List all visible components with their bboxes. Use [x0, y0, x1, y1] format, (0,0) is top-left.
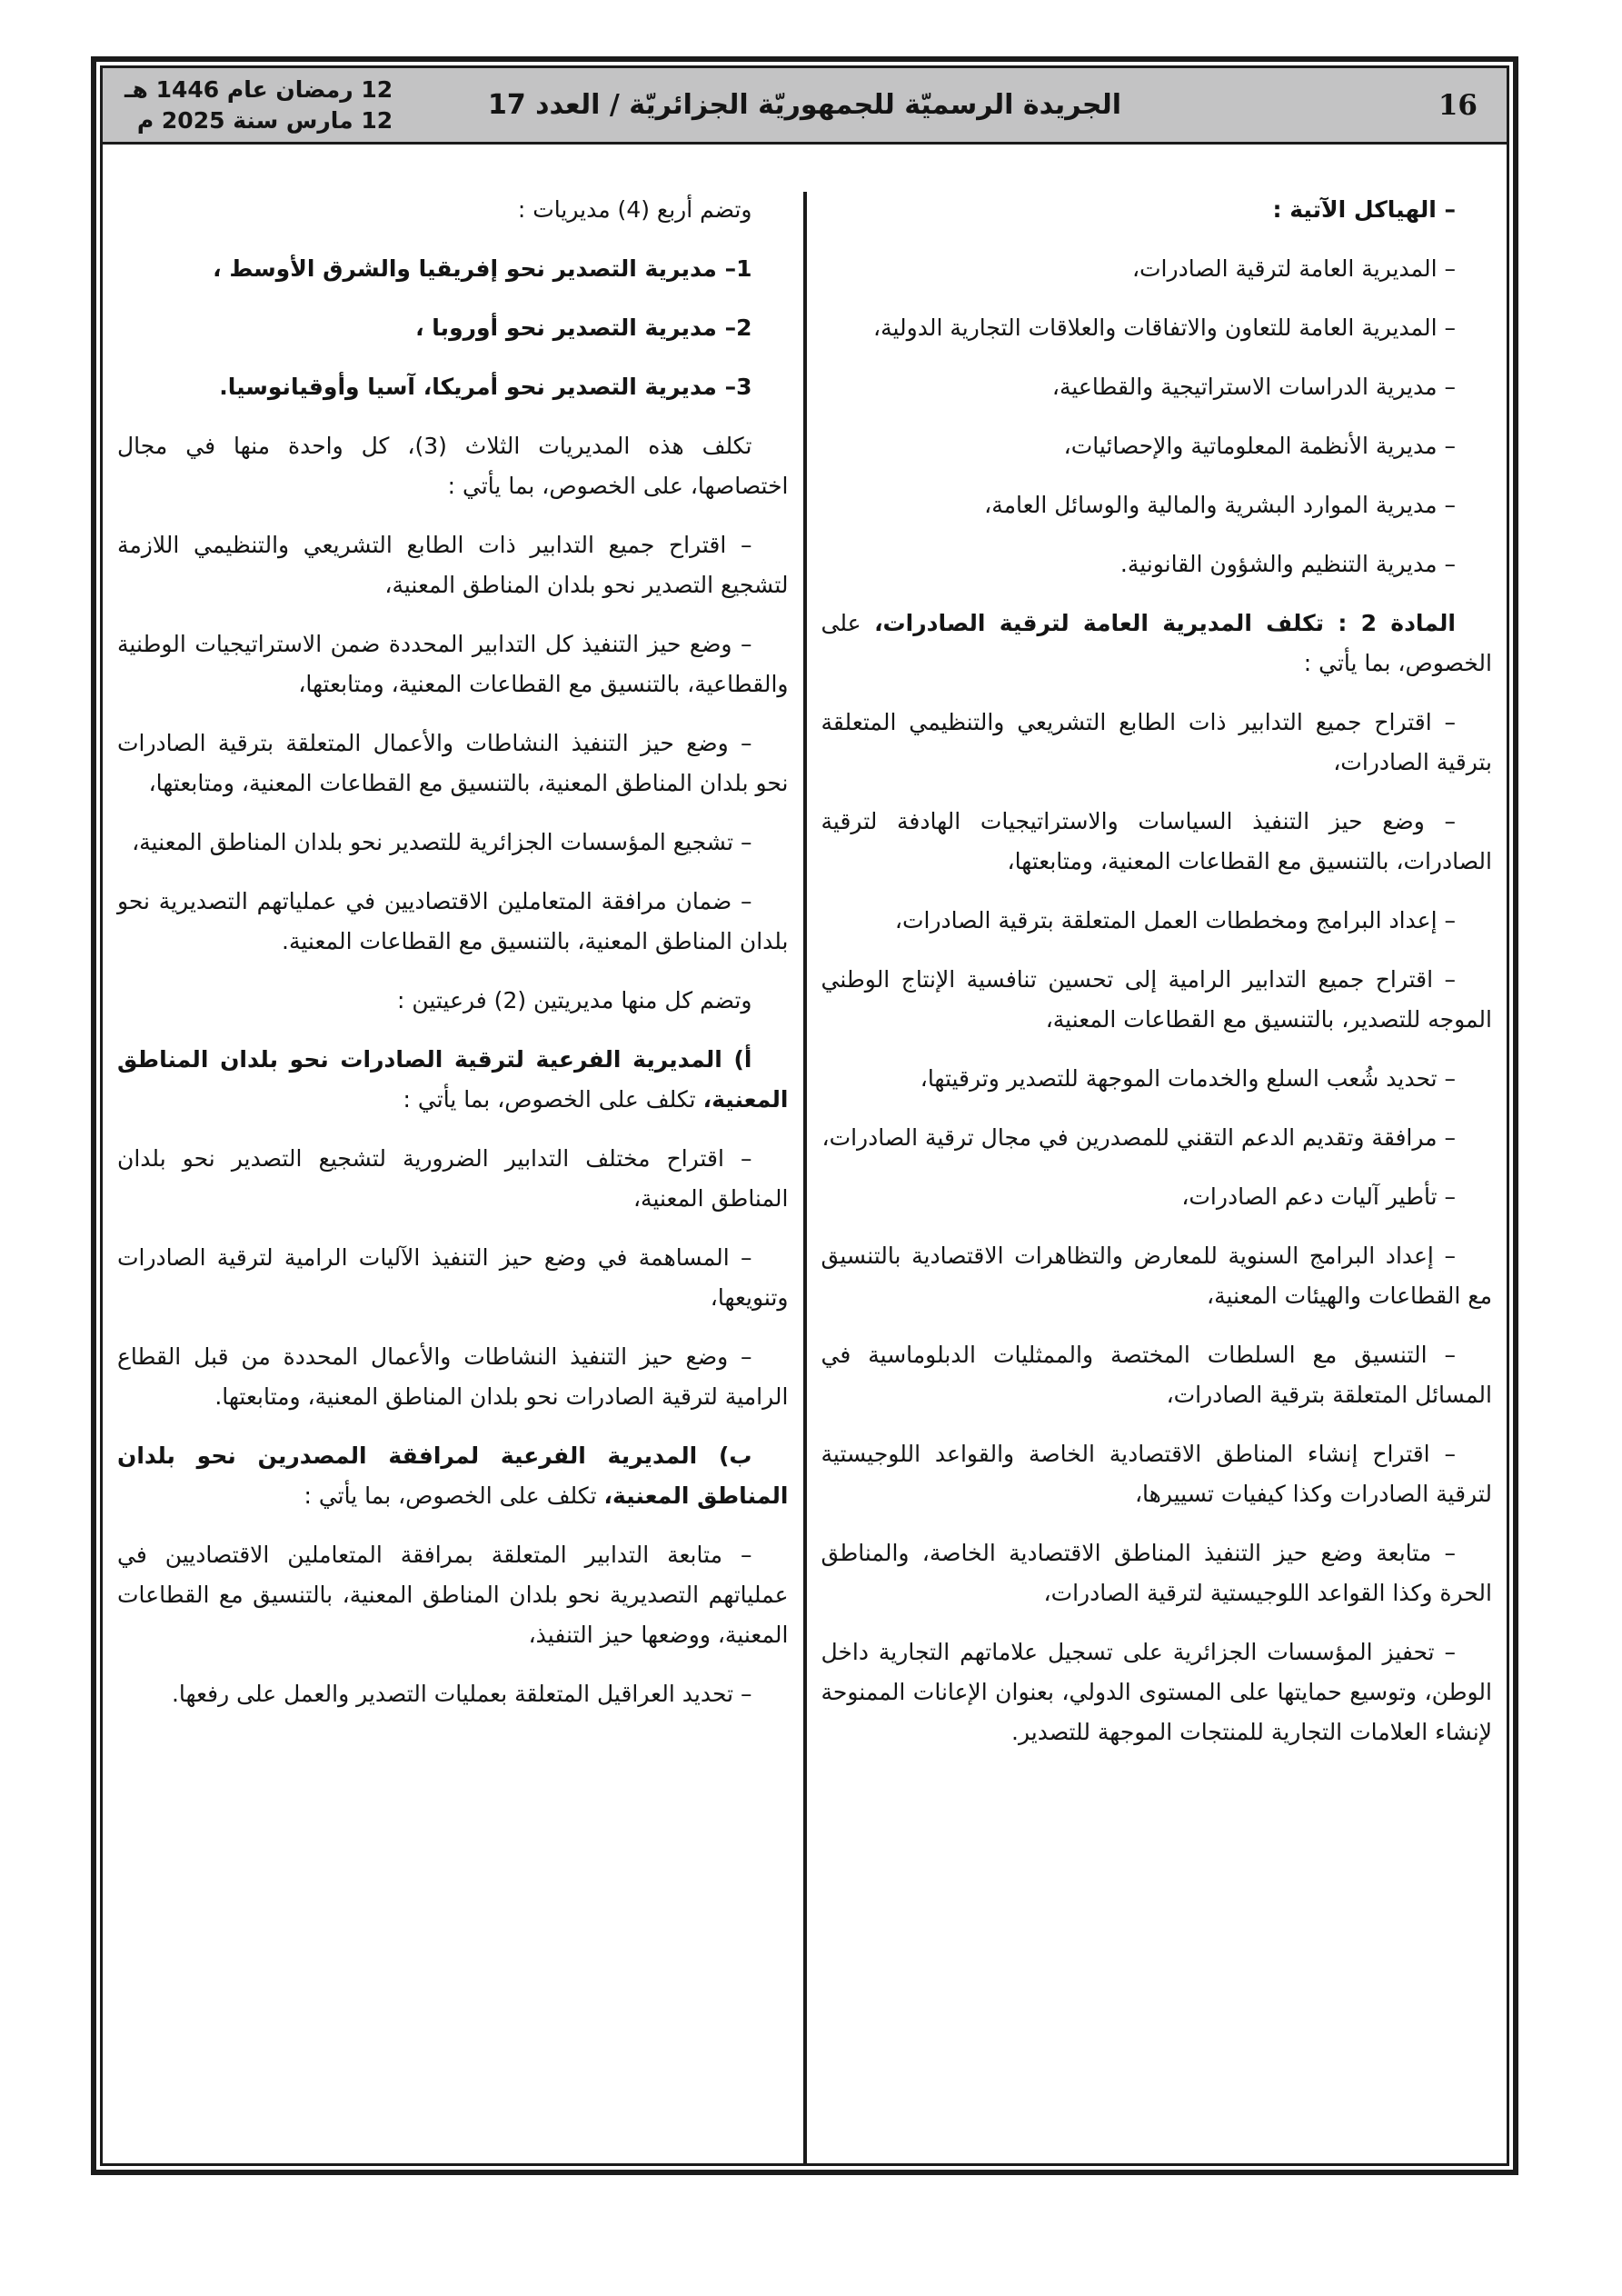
paragraph: – متابعة وضع حيز التنفيذ المناطق الاقتصادية الخاصة، والمناطق الحرة وكذا القواعد اللوجيستية لترقية الصادرات،: [821, 1540, 1492, 1606]
paragraph: وتضم أربع (4) مديريات :: [517, 196, 752, 223]
paragraph-lead-bold: – الهياكل الآتية :: [1272, 196, 1456, 223]
paragraph: [117, 308, 789, 348]
paragraph-lead-bold: 3– مديرية التصدير نحو أمريكا، آسيا وأوقيانوسيا.: [219, 374, 752, 400]
paragraph: – وضع حيز التنفيذ السياسات والاستراتيجيات الهادفة لترقية الصادرات، بالتنسيق مع القطاعات المعنية، ومتابعتها،: [821, 808, 1492, 874]
paragraph: – وضع حيز التنفيذ النشاطات والأعمال المتعلقة بترقية الصادرات نحو بلدان المناطق المعنية، بالتنسيق مع القطاعات المعنية، ومتابعتها،: [117, 730, 789, 796]
paragraph: – إعداد البرامج السنوية للمعارض والتظاهرات الاقتصادية بالتنسيق مع القطاعات والهيئات المعنية،: [821, 1243, 1492, 1309]
paragraph: – اقتراح إنشاء المناطق الاقتصادية الخاصة والقواعد اللوجيستية لترقية الصادرات وكذا كيفيات تسييرها،: [821, 1441, 1492, 1507]
paragraph: – تشجيع المؤسسات الجزائرية للتصدير نحو بلدان المناطق المعنية،: [132, 829, 752, 855]
paragraph: – مديرية التنظيم والشؤون القانونية.: [1119, 551, 1456, 577]
journal-title: الجريدة الرسميّة للجمهوريّة الجزائريّة / العدد 17: [487, 89, 1122, 121]
column-left: [103, 145, 803, 2163]
paragraph: – اقتراح جميع التدابير ذات الطابع التشريعي والتنظيمي اللازمة لتشجيع التصدير نحو بلدان المناطق المعنية،: [117, 532, 789, 598]
paragraph: – اقتراح جميع التدابير ذات الطابع التشريعي والتنظيمي المتعلقة بترقية الصادرات،: [821, 709, 1492, 775]
paragraph: – مديرية الموارد البشرية والمالية والوسائل العامة،: [984, 492, 1456, 518]
paragraph-lead-bold: ب) المديرية الفرعية لمرافقة المصدرين نحو بلدان المناطق المعنية،: [117, 1442, 789, 1509]
paragraph: [821, 190, 1493, 230]
paragraph: – تحديد العراقيل المتعلقة بعمليات التصدير والعمل على رفعها.: [171, 1681, 752, 1707]
paragraph: – التنسيق مع السلطات المختصة والممثليات الدبلوماسية في المسائل المتعلقة بترقية الصادرات،: [821, 1342, 1492, 1408]
paragraph: – تحفيز المؤسسات الجزائرية على تسجيل علاماتهم التجارية داخل الوطن، وتوسيع حمايتها على المستوى الدولي، بعنوان الإعانات الممنوحة لإنشاء العلامات التجارية للمنتجات الموجهة للتصدير.: [821, 1639, 1492, 1745]
paragraph: أ) المديرية الفرعية لترقية الصادرات نحو بلدان المناطق المعنية، تكلف على الخصوص، بما يأتي :: [117, 1046, 789, 1113]
column-right: [807, 145, 1508, 2163]
paragraph: المادة 2 : تكلف المديرية العامة لترقية الصادرات، على الخصوص، بما يأتي :: [821, 610, 1492, 676]
date-gregorian: 12 مارس سنة 2025 م: [136, 106, 393, 134]
paragraph: – مرافقة وتقديم الدعم التقني للمصدرين في مجال ترقية الصادرات،: [821, 1124, 1456, 1151]
paragraph: – مديرية الأنظمة المعلوماتية والإحصائيات،: [1063, 433, 1456, 459]
page-number: 16: [1438, 88, 1478, 122]
paragraph: – وضع حيز التنفيذ كل التدابير المحددة ضمن الاستراتيجيات الوطنية والقطاعية، بالتنسيق مع القطاعات المعنية، ومتابعتها،: [117, 631, 789, 697]
page-frame-inner: [100, 65, 1509, 2166]
paragraph: – اقتراح مختلف التدابير الضرورية لتشجيع التصدير نحو بلدان المناطق المعنية،: [117, 1145, 789, 1212]
paragraph: – مديرية الدراسات الاستراتيجية والقطاعية،: [1051, 374, 1456, 400]
paragraph: – تحديد شُعب السلع والخدمات الموجهة للتصدير وترقيتها،: [920, 1065, 1456, 1092]
paragraph: ب) المديرية الفرعية لمرافقة المصدرين نحو بلدان المناطق المعنية، تكلف على الخصوص، بما يأتي :: [117, 1442, 789, 1509]
paragraph: – المديرية العامة للتعاون والاتفاقات والعلاقات التجارية الدولية،: [873, 314, 1456, 341]
paragraph-lead-bold: 1– مديرية التصدير نحو إفريقيا والشرق الأوسط ،: [213, 255, 752, 282]
paragraph: – ضمان مرافقة المتعاملين الاقتصاديين في عملياتهم التصديرية نحو بلدان المناطق المعنية، بالتنسيق مع القطاعات المعنية.: [117, 888, 789, 954]
paragraph-lead-bold: المادة 2 : تكلف المديرية العامة لترقية الصادرات،: [874, 610, 1456, 636]
paragraph: – إعداد البرامج ومخططات العمل المتعلقة بترقية الصادرات،: [894, 907, 1456, 933]
paragraph: وتضم كل منها مديريتين (2) فرعيتين :: [397, 987, 752, 1013]
paragraph: تكلف هذه المديريات الثلاث (3)، كل واحدة منها في مجال اختصاصها، على الخصوص، بما يأتي :: [117, 433, 789, 499]
paragraph: – وضع حيز التنفيذ النشاطات والأعمال المحددة من قبل القطاع الرامية لترقية الصادرات نحو بلدان المناطق المعنية، ومتابعتها.: [117, 1343, 789, 1410]
header-dates: [124, 75, 393, 136]
paragraph: – متابعة التدابير المتعلقة بمرافقة المتعاملين الاقتصاديين في عملياتهم التصديرية نحو بلدان المناطق المعنية، بالتنسيق مع القطاعات المعنية، ووضعها حيز التنفيذ،: [117, 1542, 789, 1648]
paragraph: [117, 367, 789, 407]
paragraph-lead-bold: أ) المديرية الفرعية لترقية الصادرات نحو بلدان المناطق المعنية،: [117, 1046, 789, 1113]
paragraph: – اقتراح جميع التدابير الرامية إلى تحسين تنافسية الإنتاج الوطني الموجه للتصدير، بالتنسيق مع القطاعات المعنية،: [821, 966, 1492, 1033]
date-hijri: 12 رمضان عام 1446 هـ: [124, 75, 393, 103]
column-divider: [803, 192, 807, 2163]
paragraph: – تأطير آليات دعم الصادرات،: [1181, 1183, 1456, 1210]
page-frame: [91, 56, 1518, 2175]
paragraph: – المساهمة في وضع حيز التنفيذ الآليات الرامية لترقية الصادرات وتنويعها،: [117, 1244, 789, 1311]
masthead: [103, 68, 1507, 145]
page-body: [103, 145, 1507, 2163]
paragraph: [117, 249, 789, 289]
paragraph-lead-bold: 2– مديرية التصدير نحو أوروبا ،: [415, 314, 752, 341]
paragraph: – المديرية العامة لترقية الصادرات،: [1131, 255, 1456, 282]
